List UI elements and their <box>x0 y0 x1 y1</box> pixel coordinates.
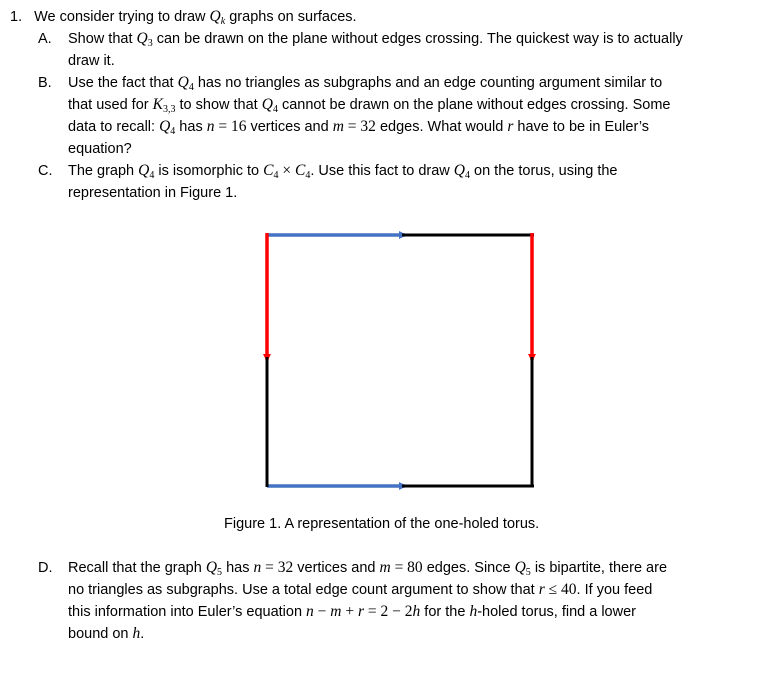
part-d-line2: no triangles as subgraphs. Use a total edge count argument to show that r ≤ 40. If you feed <box>68 581 653 598</box>
part-b-line1: Use the fact that $Q_4$ has no triangles as subgraphs and an edge counting argument similar to <box>68 74 663 93</box>
part-d-line1: Recall that the graph $Q_5$ has n = 32 vertices and m = 80 edges. Since $Q_5$ is bipartite, there are <box>68 559 668 578</box>
part-d-line4: bound on h. <box>68 625 145 642</box>
part-b-line4: equation? <box>68 141 132 157</box>
part-a-label: A. <box>38 31 52 47</box>
part-a-line2: draw it. <box>68 53 115 69</box>
part-b-line3: data to recall: $Q_4$ has n = 16 vertices and m = 32 edges. What would r have to be in Euler’s <box>68 118 650 137</box>
part-c-label: C. <box>38 163 53 179</box>
figure-caption: Figure 1. A representation of the one-holed torus. <box>224 516 540 532</box>
part-c-line1: The graph $Q_4$ is isomorphic to $C_4 \times C_4$. Use this fact to draw $Q_4$ on the torus, using the <box>68 162 618 181</box>
part-d-line3: this information into Euler’s equation n − m + r = 2 − 2h for the h-holed torus, find a lower <box>68 603 636 620</box>
problem-number: 1. <box>10 9 23 25</box>
part-d-label: D. <box>38 560 53 576</box>
part-b-label: B. <box>38 75 52 91</box>
part-c-line2: representation in Figure 1. <box>68 185 238 201</box>
problem-intro: 1. We consider trying to draw $Q_k$ graphs on surfaces. <box>10 8 357 27</box>
part-b-line2: that used for $K_{3,3}$ to show that $Q_4$ cannot be drawn on the plane without edges crossing. Some <box>68 96 671 115</box>
part-a-line1: Show that $Q_3$ can be drawn on the plane without edges crossing. The quickest way is to actually <box>68 30 683 49</box>
